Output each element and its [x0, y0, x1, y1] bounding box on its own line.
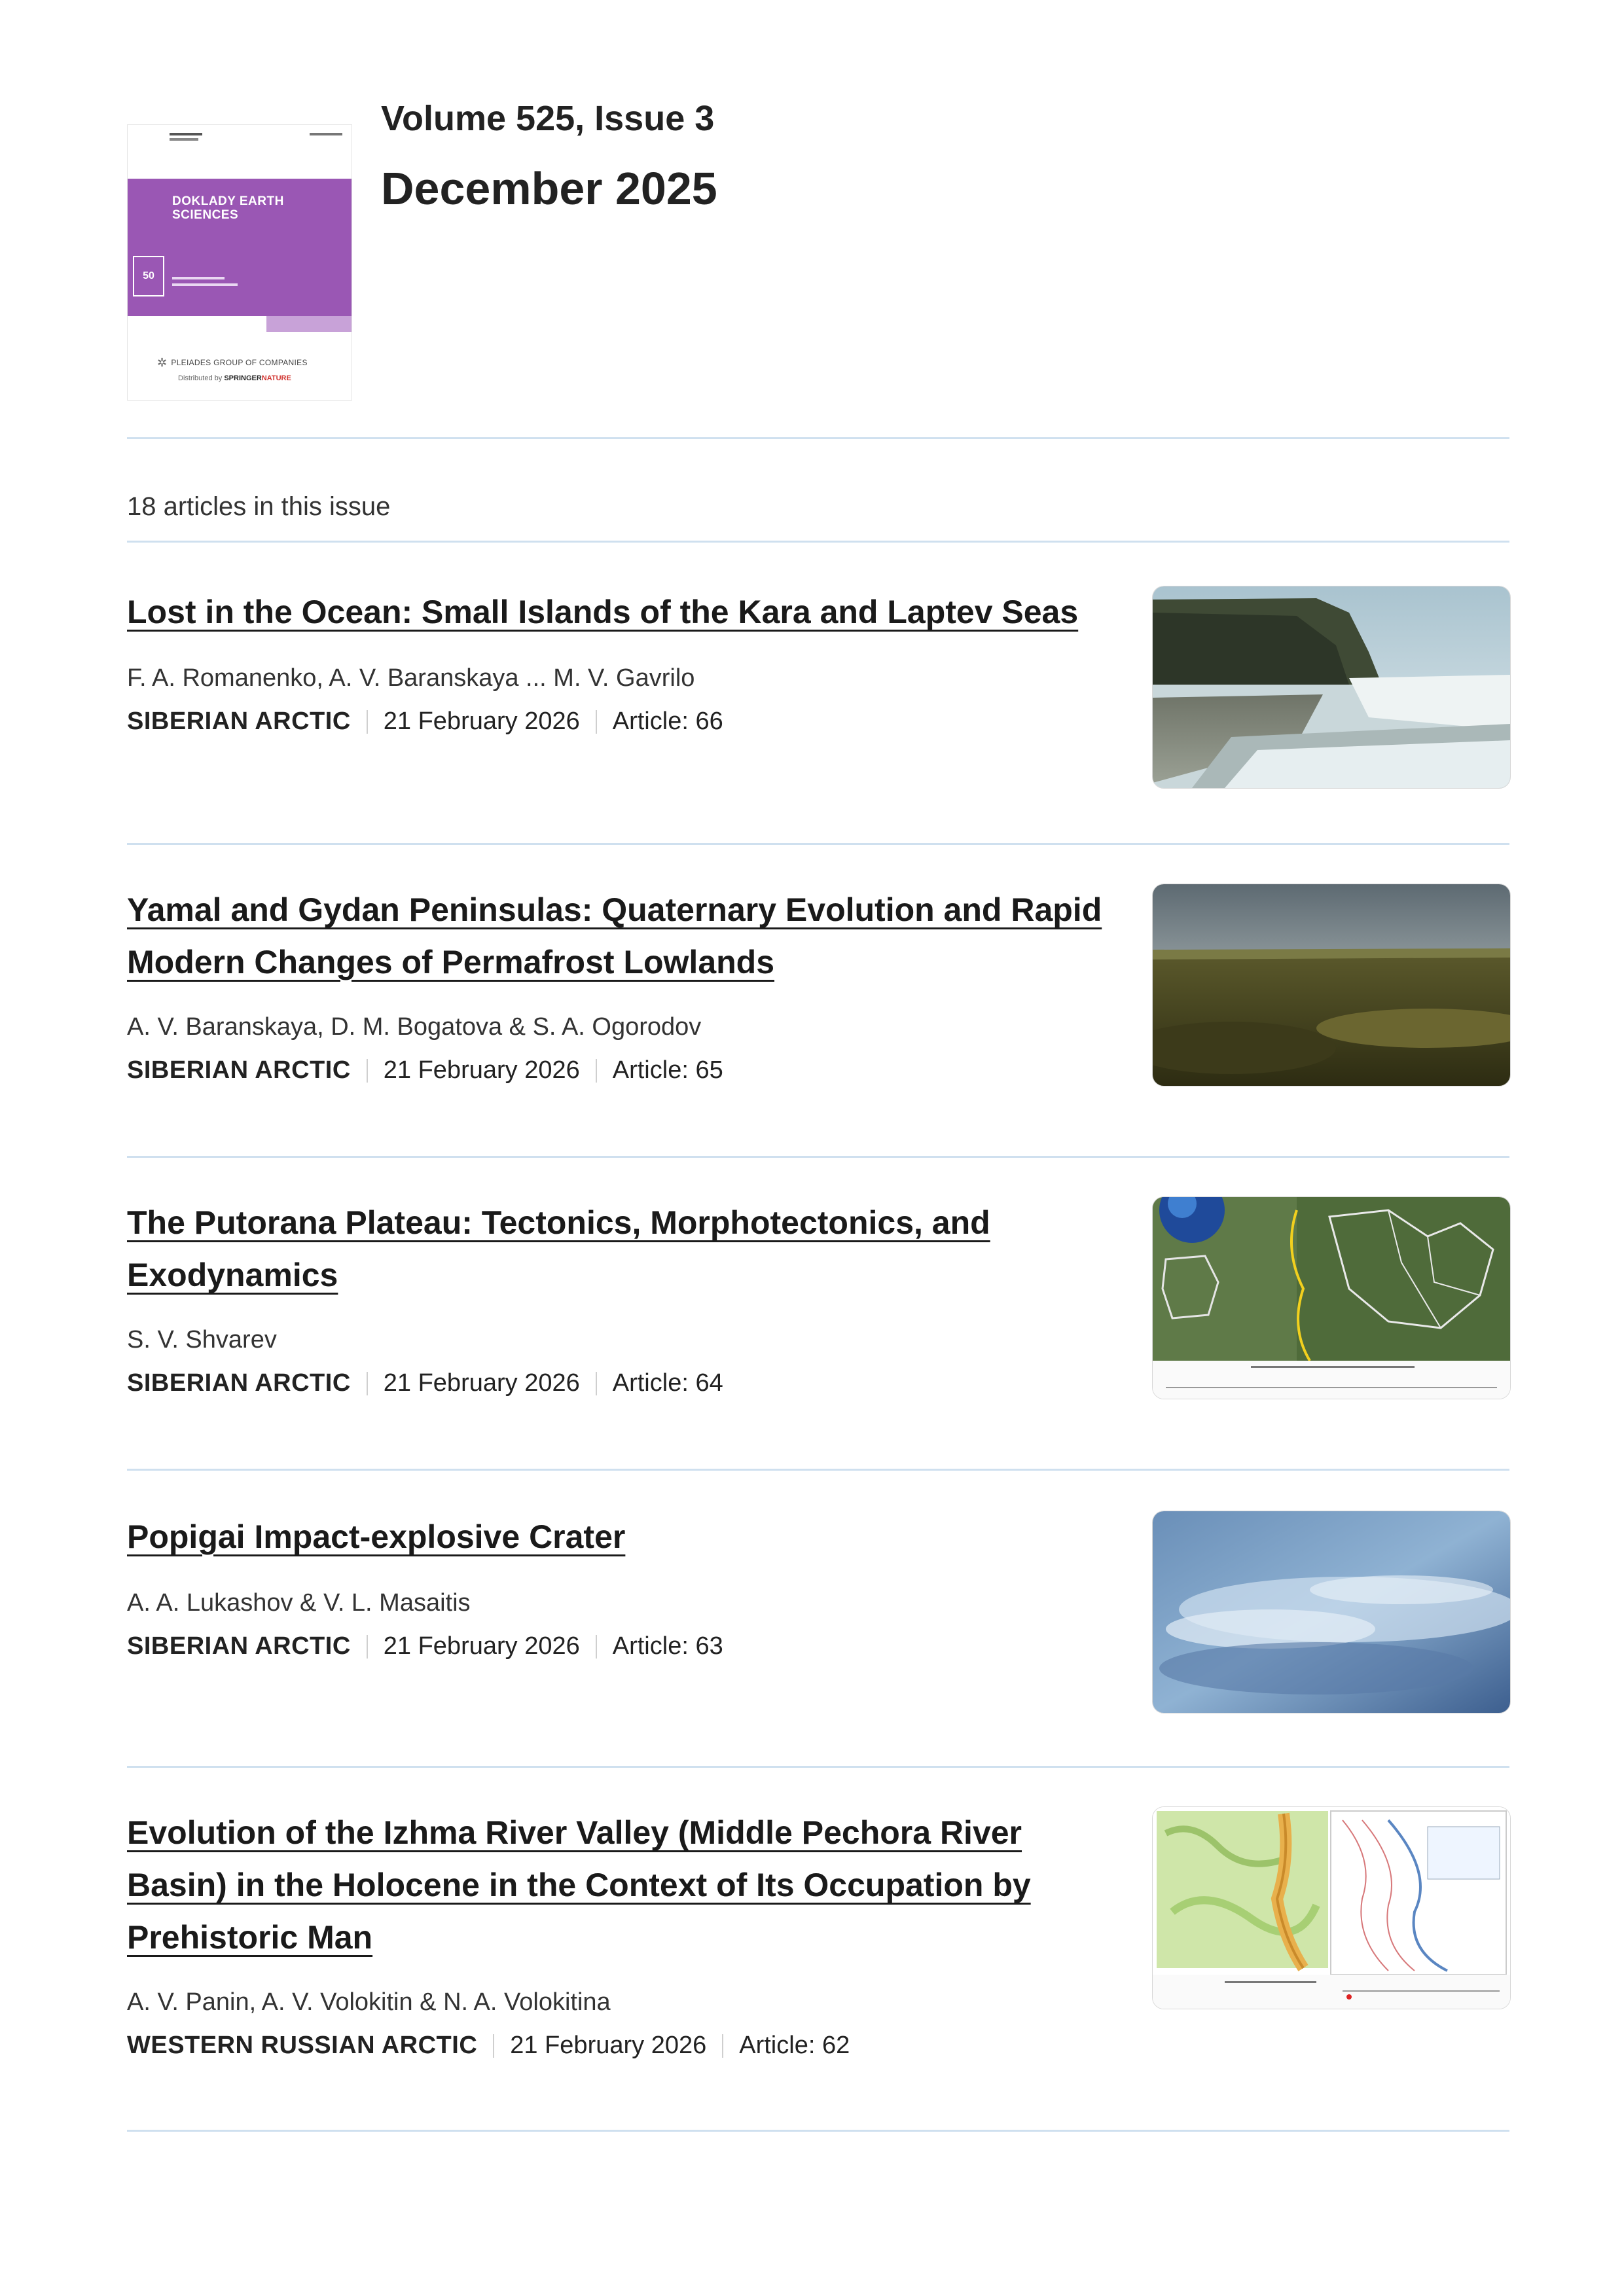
article-title	[127, 1806, 1115, 1964]
divider	[127, 1469, 1509, 1471]
divider	[127, 1156, 1509, 1158]
cover-title-line1: DOKLADY EARTH	[172, 194, 284, 208]
meta-separator	[367, 1372, 368, 1395]
issue-date: December 2025	[381, 163, 717, 214]
cover-badge: 50	[133, 256, 164, 296]
article-collection[interactable]: SIBERIAN ARCTIC	[127, 1632, 351, 1660]
article-date: 21 February 2026	[383, 708, 580, 735]
meta-separator	[367, 1635, 368, 1659]
cover-tab	[266, 316, 352, 332]
article-collection[interactable]: SIBERIAN ARCTIC	[127, 1369, 351, 1397]
article-number: Article: 65	[612, 1056, 723, 1084]
article-count: 18 articles in this issue	[127, 492, 391, 521]
article-authors: F. A. Romanenko, A. V. Baranskaya ... M. V. Gavrilo	[127, 664, 695, 692]
divider	[127, 1766, 1509, 1768]
article-title	[127, 586, 1115, 638]
article-number: Article: 62	[739, 2032, 850, 2059]
publisher-name: PLEIADES GROUP OF COMPANIES	[171, 358, 308, 367]
meta-separator	[596, 1059, 597, 1083]
article-title-link[interactable]: Popigai Impact-explosive Crater	[127, 1518, 626, 1555]
river-valley-map-figure	[1153, 1807, 1510, 2009]
nature-logo: NATURE	[261, 374, 291, 382]
meta-separator	[596, 710, 597, 734]
cover-top-text	[133, 129, 346, 155]
divider	[127, 2130, 1509, 2132]
article-date: 21 February 2026	[383, 1056, 580, 1084]
article-number: Article: 63	[612, 1632, 723, 1660]
coastal-cliff-photo	[1153, 586, 1510, 788]
pleiades-star-icon: ✲	[157, 355, 168, 369]
meta-separator	[596, 1635, 597, 1659]
article-meta	[127, 1056, 1115, 1085]
article-thumbnail[interactable]	[1152, 586, 1511, 789]
article-thumbnail[interactable]	[1152, 1196, 1511, 1399]
cover-title	[172, 194, 342, 222]
meta-separator	[367, 1059, 368, 1083]
article-collection[interactable]: WESTERN RUSSIAN ARCTIC	[127, 2032, 478, 2059]
article-authors: A. A. Lukashov & V. L. Masaitis	[127, 1589, 471, 1617]
aerial-crater-photo	[1153, 1511, 1510, 1713]
springer-logo: SPRINGER	[224, 374, 262, 382]
divider	[127, 843, 1509, 845]
article-thumbnail[interactable]	[1152, 884, 1511, 1086]
article-title-link[interactable]: The Putorana Plateau: Tectonics, Morphotectonics, and Exodynamics	[127, 1204, 990, 1293]
article-meta	[127, 1369, 1115, 1397]
meta-separator	[493, 2034, 494, 2058]
publisher-logo	[157, 353, 340, 372]
article-title	[127, 1511, 1115, 1563]
plateau-map-figure	[1153, 1197, 1510, 1399]
article-thumbnail[interactable]	[1152, 1806, 1511, 2009]
article-collection[interactable]: SIBERIAN ARCTIC	[127, 708, 351, 735]
article-title-link[interactable]: Evolution of the Izhma River Valley (Middle Pechora River Basin) in the Holocene in the Context of Its Occupation by Prehistoric Man	[127, 1814, 1031, 1956]
article-authors: A. V. Panin, A. V. Volokitin & N. A. Volokitina	[127, 1988, 611, 2016]
article-date: 21 February 2026	[383, 1632, 580, 1660]
divider	[127, 437, 1509, 439]
article-number: Article: 64	[612, 1369, 723, 1397]
divider	[127, 541, 1509, 543]
article-authors: A. V. Baranskaya, D. M. Bogatova & S. A. Ogorodov	[127, 1013, 702, 1041]
tundra-lowland-photo	[1153, 884, 1510, 1086]
meta-separator	[722, 2034, 723, 2058]
issue-header	[127, 98, 1509, 439]
article-meta	[127, 708, 1115, 736]
article-meta	[127, 1632, 1115, 1660]
article-title	[127, 884, 1115, 988]
article-date: 21 February 2026	[510, 2032, 707, 2059]
article-title-link[interactable]: Yamal and Gydan Peninsulas: Quaternary Evolution and Rapid Modern Changes of Permafrost Lowlands	[127, 891, 1102, 980]
article-title-link[interactable]: Lost in the Ocean: Small Islands of the Kara and Laptev Seas	[127, 594, 1079, 630]
cover-title-line2: SCIENCES	[172, 208, 239, 222]
distributor-line: Distributed by SPRINGERNATURE	[178, 374, 291, 382]
issue-page	[127, 0, 1509, 2296]
article-collection[interactable]: SIBERIAN ARCTIC	[127, 1056, 351, 1084]
article-thumbnail[interactable]	[1152, 1511, 1511, 1713]
meta-separator	[367, 710, 368, 734]
article-authors: S. V. Shvarev	[127, 1326, 277, 1354]
article-meta	[127, 2032, 1115, 2060]
meta-separator	[596, 1372, 597, 1395]
article-date: 21 February 2026	[383, 1369, 580, 1397]
volume-issue-title: Volume 525, Issue 3	[381, 99, 715, 138]
article-title	[127, 1196, 1115, 1301]
article-number: Article: 66	[612, 708, 723, 735]
